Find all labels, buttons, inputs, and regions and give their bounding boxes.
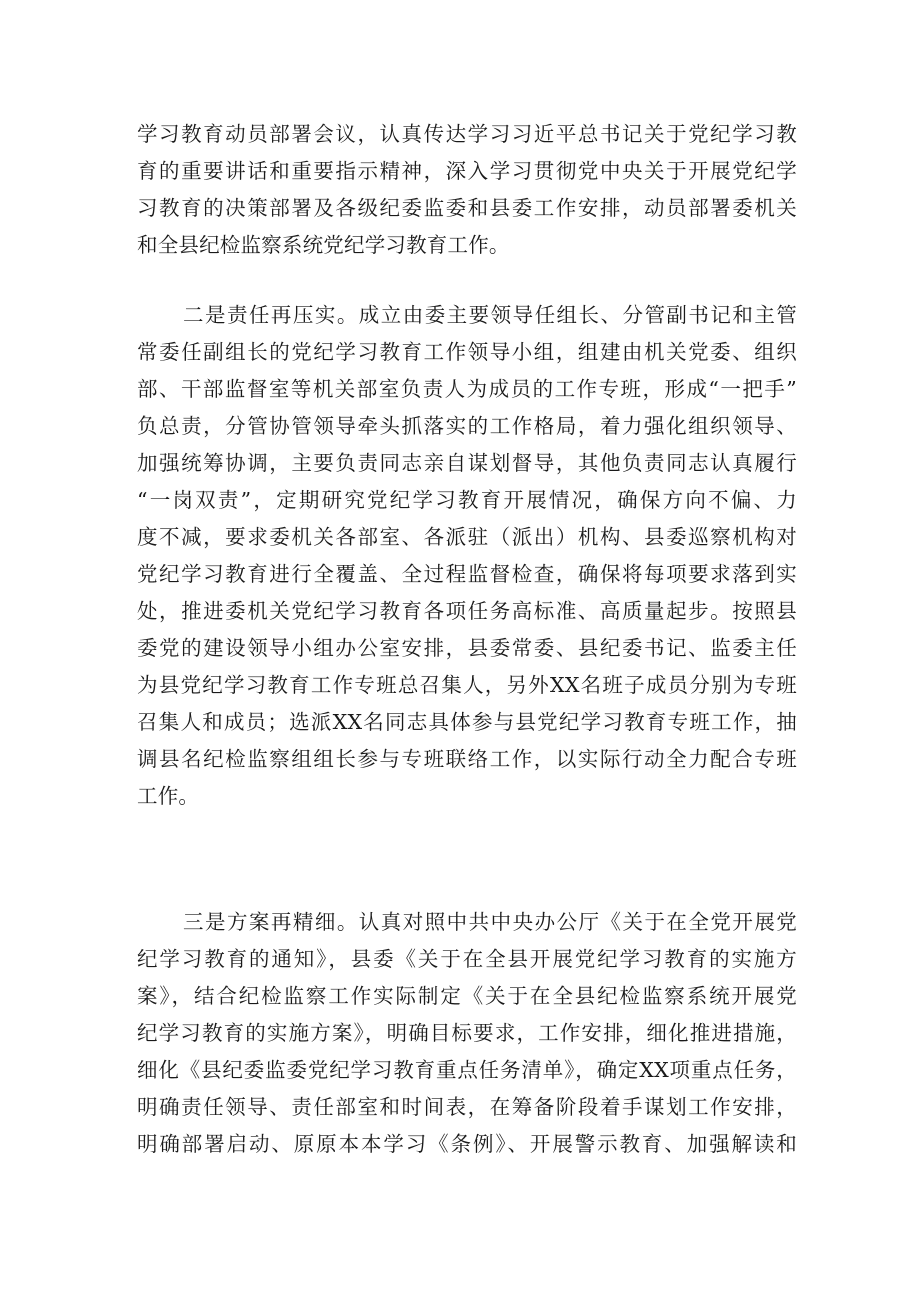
paragraph-1	[137, 116, 797, 264]
text-line: 明确部署启动、原原本本学习《条例》、开展警示教育、加强解读和	[137, 1132, 797, 1156]
text-line: 三是方案再精细。认真对照中共中央办公厅《关于在全党开展党	[183, 910, 797, 934]
text-line: 度不减，要求委机关各部室、各派驻（派出）机构、县委巡察机构对	[137, 525, 797, 549]
text-line: 和全县纪检监察系统党纪学习教育工作。	[137, 233, 510, 257]
text-line: 纪学习教育的实施方案》，明确目标要求，工作安排，细化推进措施，	[137, 1021, 797, 1045]
text-line: 纪学习教育的通知》，县委《关于在全县开展党纪学习教育的实施方	[137, 947, 797, 971]
text-line: 委党的建设领导小组办公室安排，县委常委、县纪委书记、监委主任	[137, 636, 797, 660]
text-line: 调县名纪检监察组组长参与专班联络工作，以实际行动全力配合专班	[137, 747, 797, 771]
text-line: 二是责任再压实。成立由委主要领导任组长、分管副书记和主管	[183, 303, 797, 327]
text-line: 加强统筹协调，主要负责同志亲自谋划督导，其他负责同志认真履行	[137, 451, 797, 475]
text-line: 为县党纪学习教育工作专班总召集人，另外XX名班子成员分别为专班	[137, 673, 797, 697]
text-line: 部、干部监督室等机关部室负责人为成员的工作专班，形成“一把手”	[137, 377, 797, 401]
paragraph-3	[137, 904, 797, 1163]
text-line: 案》，结合纪检监察工作实际制定《关于在全县纪检监察系统开展党	[137, 984, 797, 1008]
text-line: 负总责，分管协管领导牵头抓落实的工作格局，着力强化组织领导、	[137, 414, 797, 438]
text-line: “一岗双责”，定期研究党纪学习教育开展情况，确保方向不偏、力	[137, 488, 797, 512]
text-line: 党纪学习教育进行全覆盖、全过程监督检查，确保将每项要求落到实	[137, 562, 797, 586]
paragraph-2	[137, 297, 797, 815]
text-line: 学习教育动员部署会议，认真传达学习习近平总书记关于党纪学习教	[137, 122, 797, 146]
text-line: 处，推进委机关党纪学习教育各项任务高标准、高质量起步。按照县	[137, 599, 797, 623]
text-line: 明确责任领导、责任部室和时间表，在筹备阶段着手谋划工作安排，	[137, 1095, 797, 1119]
text-line: 育的重要讲话和重要指示精神，深入学习贯彻党中央关于开展党纪学	[137, 159, 797, 183]
text-line: 召集人和成员；选派XX名同志具体参与县党纪学习教育专班工作，抽	[137, 710, 797, 734]
text-line: 常委任副组长的党纪学习教育工作领导小组，组建由机关党委、组织	[137, 340, 797, 364]
text-line: 细化《县纪委监委党纪学习教育重点任务清单》，确定XX项重点任务，	[137, 1058, 797, 1082]
text-line: 习教育的决策部署及各级纪委监委和县委工作安排，动员部署委机关	[137, 196, 797, 220]
text-line: 工作。	[137, 784, 200, 808]
